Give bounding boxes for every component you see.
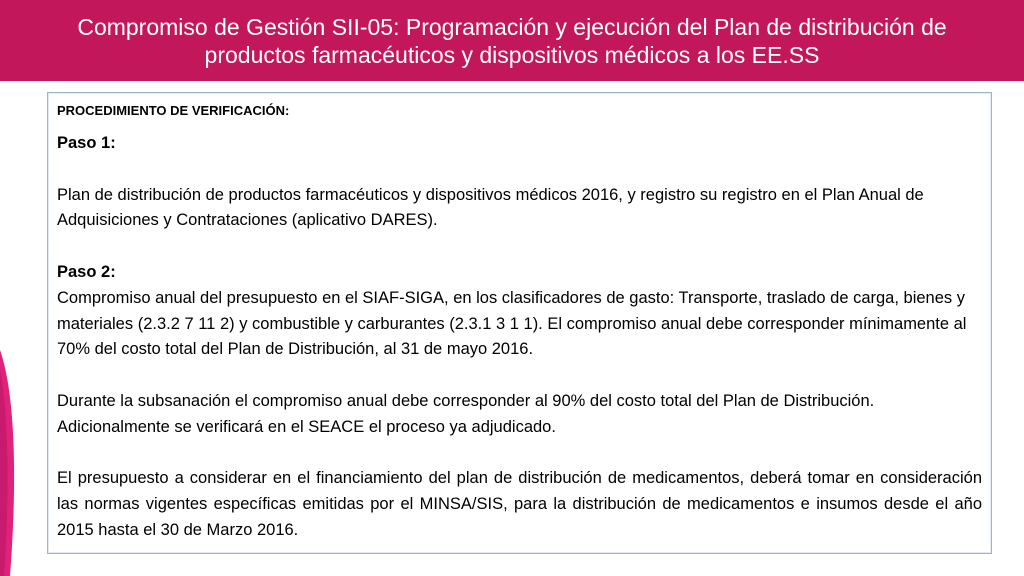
spacer	[57, 441, 982, 467]
presupuesto-text: El presupuesto a considerar en el financiamiento del plan de distribución de medicamentos, deberá tomar en consideración las normas vigentes específicas emitidas por el MINSA/SIS, para la distribución de medicamentos e insumos desde el año 2015 hasta el 30 de Marzo 2016.	[57, 469, 982, 539]
slide-title-line-2: productos farmacéuticos y dispositivos médicos a los EE.SS	[204, 41, 820, 68]
procedure-body	[57, 131, 982, 544]
verification-procedure-box	[47, 92, 992, 554]
subsanacion-text: Durante la subsanación el compromiso anual debe corresponder al 90% del costo total del Plan de Distribución. Adicionalmente se verificará en el SEACE el proceso ya adjudicado.	[57, 391, 875, 436]
paso-2-text: Compromiso anual del presupuesto en el SIAF-SIGA, en los clasificadores de gasto: Transporte, traslado de carga, bienes y materiales (2.3.2 7 11 2) y combustible y carburantes (2.3.1 3 1 1). El compromiso anual debe corresponder mínimamente al 70% del costo total del Plan de Distribución, al 31 de mayo 2016.	[57, 288, 967, 359]
slide-title-line-1: Compromiso de Gestión SII-05: Programación y ejecución del Plan de distribución de	[77, 13, 947, 40]
spacer	[57, 363, 982, 389]
slide-title	[77, 13, 946, 69]
section-title: PROCEDIMIENTO DE VERIFICACIÓN:	[57, 103, 290, 118]
paso-1-title: Paso 1:	[57, 134, 116, 152]
spacer	[57, 234, 982, 260]
slide-header	[0, 0, 1024, 81]
paso-2-title: Paso 2:	[57, 262, 116, 281]
paso-1-text: Plan de distribución de productos farmacéuticos y dispositivos médicos 2016, y registro su registro en el Plan Anual de Adquisiciones y Contrataciones (aplicativo DARES).	[57, 185, 924, 230]
spacer	[57, 157, 982, 183]
decorative-pink-swoosh	[0, 350, 22, 576]
